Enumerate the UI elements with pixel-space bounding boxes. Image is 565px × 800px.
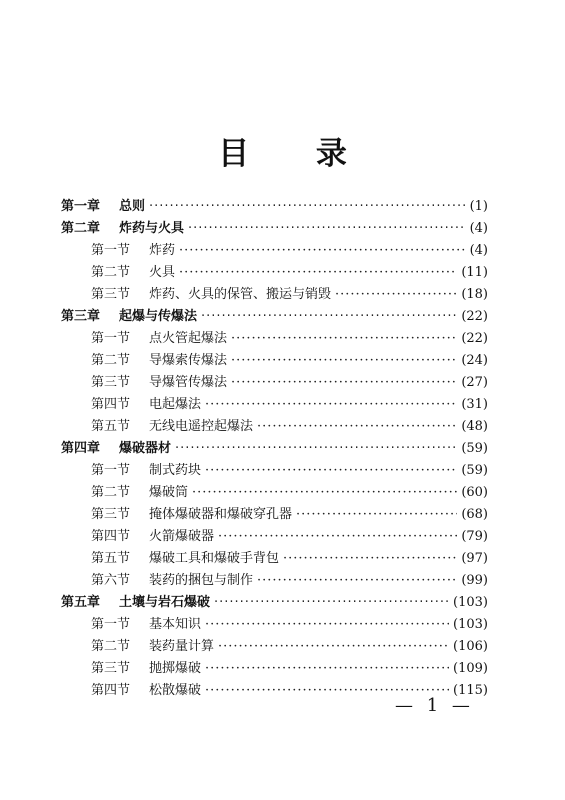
toc-leader-dots: [192, 482, 457, 504]
toc-page-number: (4): [466, 218, 488, 240]
toc-page-number: (115): [449, 680, 488, 702]
toc-section-number: 第三节: [91, 507, 131, 522]
toc-leader-dots: [205, 394, 457, 416]
toc-page-number: (11): [457, 262, 488, 284]
toc-page-number: (109): [449, 658, 488, 680]
toc-section-title: 导爆索传爆法: [149, 353, 228, 368]
page-number-footer: — 1 —: [395, 695, 474, 716]
toc-page-number: (31): [457, 394, 488, 416]
toc-section: [61, 526, 488, 548]
toc-leader-dots: [205, 658, 449, 680]
toc-section: [61, 482, 488, 504]
toc-chapter-number: 第三章: [61, 309, 101, 324]
toc-section-title: 爆破筒: [149, 485, 189, 500]
toc-leader-dots: [257, 570, 457, 592]
toc-page-number: (18): [457, 284, 488, 306]
toc-section-number: 第四节: [91, 683, 131, 698]
toc-section-number: 第三节: [91, 287, 131, 302]
toc-section: [61, 240, 488, 262]
toc-section: [61, 636, 488, 658]
toc-section-title: 火箭爆破器: [149, 529, 215, 544]
toc-leader-dots: [257, 416, 457, 438]
toc-section-number: 第一节: [91, 463, 131, 478]
toc-section: [61, 284, 488, 306]
toc-section: [61, 460, 488, 482]
toc-section: [61, 350, 488, 372]
toc-section: [61, 614, 488, 636]
toc-section-title: 炸药、火具的保管、搬运与销毁: [149, 287, 332, 302]
toc-section-title: 无线电遥控起爆法: [149, 419, 254, 434]
toc-chapter-4: [61, 438, 488, 460]
toc-section: [61, 262, 488, 284]
toc-leader-dots: [296, 504, 457, 526]
toc-chapter-2: [61, 218, 488, 240]
toc-section-number: 第二节: [91, 353, 131, 368]
toc-section-title: 装药量计算: [149, 639, 215, 654]
toc-leader-dots: [179, 262, 457, 284]
toc-page-number: (4): [466, 240, 488, 262]
toc-page-number: (79): [457, 526, 488, 548]
toc-section-title: 松散爆破: [149, 683, 202, 698]
toc-page-number: (27): [457, 372, 488, 394]
toc-chapter-number: 第四章: [61, 441, 101, 456]
toc-chapter-number: 第一章: [61, 199, 101, 214]
toc-leader-dots: [205, 460, 457, 482]
table-of-contents: [61, 196, 488, 702]
toc-leader-dots: [335, 284, 457, 306]
toc-page-number: (103): [449, 614, 488, 636]
toc-page-number: (99): [457, 570, 488, 592]
toc-page-number: (59): [457, 438, 488, 460]
toc-leader-dots: [179, 240, 466, 262]
toc-section-number: 第二节: [91, 639, 131, 654]
toc-page-number: (22): [457, 306, 488, 328]
toc-section-title: 炸药: [149, 243, 176, 258]
toc-chapter-number: 第五章: [61, 595, 101, 610]
toc-section-number: 第四节: [91, 529, 131, 544]
toc-leader-dots: [201, 306, 457, 328]
toc-section: [61, 570, 488, 592]
toc-section-number: 第六节: [91, 573, 131, 588]
toc-leader-dots: [188, 218, 466, 240]
toc-section-title: 抛掷爆破: [149, 661, 202, 676]
toc-page-number: (103): [449, 592, 488, 614]
toc-chapter-title: 起爆与传爆法: [119, 309, 198, 324]
toc-leader-dots: [205, 614, 449, 636]
toc-leader-dots: [231, 350, 457, 372]
toc-section-title: 点火管起爆法: [149, 331, 228, 346]
toc-chapter-3: [61, 306, 488, 328]
toc-section: [61, 416, 488, 438]
toc-chapter-title: 爆破器材: [119, 441, 172, 456]
toc-section: [61, 394, 488, 416]
toc-section-number: 第五节: [91, 419, 131, 434]
toc-section-title: 制式药块: [149, 463, 202, 478]
toc-leader-dots: [218, 526, 457, 548]
toc-section-number: 第一节: [91, 331, 131, 346]
toc-section: [61, 548, 488, 570]
toc-section-title: 基本知识: [149, 617, 202, 632]
toc-section: [61, 372, 488, 394]
toc-section-number: 第三节: [91, 375, 131, 390]
toc-leader-dots: [149, 196, 466, 218]
toc-section-title: 火具: [149, 265, 176, 280]
toc-page-number: (97): [457, 548, 488, 570]
toc-section-title: 爆破工具和爆破手背包: [149, 551, 280, 566]
toc-leader-dots: [283, 548, 457, 570]
toc-chapter-5: [61, 592, 488, 614]
toc-chapter-title: 土壤与岩石爆破: [119, 595, 211, 610]
toc-section: [61, 504, 488, 526]
toc-chapter-1: [61, 196, 488, 218]
toc-section-number: 第五节: [91, 551, 131, 566]
toc-chapter-number: 第二章: [61, 221, 101, 236]
toc-section-title: 导爆管传爆法: [149, 375, 228, 390]
toc-page-number: (48): [457, 416, 488, 438]
toc-chapter-title: 总则: [119, 199, 146, 214]
toc-page-number: (60): [457, 482, 488, 504]
toc-leader-dots: [218, 636, 449, 658]
toc-section-title: 电起爆法: [149, 397, 202, 412]
toc-section: [61, 328, 488, 350]
toc-leader-dots: [214, 592, 449, 614]
toc-page-number: (1): [466, 196, 488, 218]
toc-section-number: 第三节: [91, 661, 131, 676]
toc-section-number: 第一节: [91, 617, 131, 632]
toc-page-number: (24): [457, 350, 488, 372]
toc-section-title: 装药的捆包与制作: [149, 573, 254, 588]
toc-chapter-title: 炸药与火具: [119, 221, 185, 236]
toc-leader-dots: [231, 372, 457, 394]
toc-section-number: 第四节: [91, 397, 131, 412]
toc-page-number: (106): [449, 636, 488, 658]
toc-page-number: (68): [457, 504, 488, 526]
toc-section-number: 第二节: [91, 485, 131, 500]
toc-page-number: (22): [457, 328, 488, 350]
toc-section: [61, 658, 488, 680]
toc-section-number: 第二节: [91, 265, 131, 280]
toc-leader-dots: [175, 438, 457, 460]
toc-leader-dots: [231, 328, 457, 350]
toc-page-number: (59): [457, 460, 488, 482]
page-title: 目 录: [218, 136, 375, 172]
toc-section-number: 第一节: [91, 243, 131, 258]
toc-section-title: 掩体爆破器和爆破穿孔器: [149, 507, 293, 522]
